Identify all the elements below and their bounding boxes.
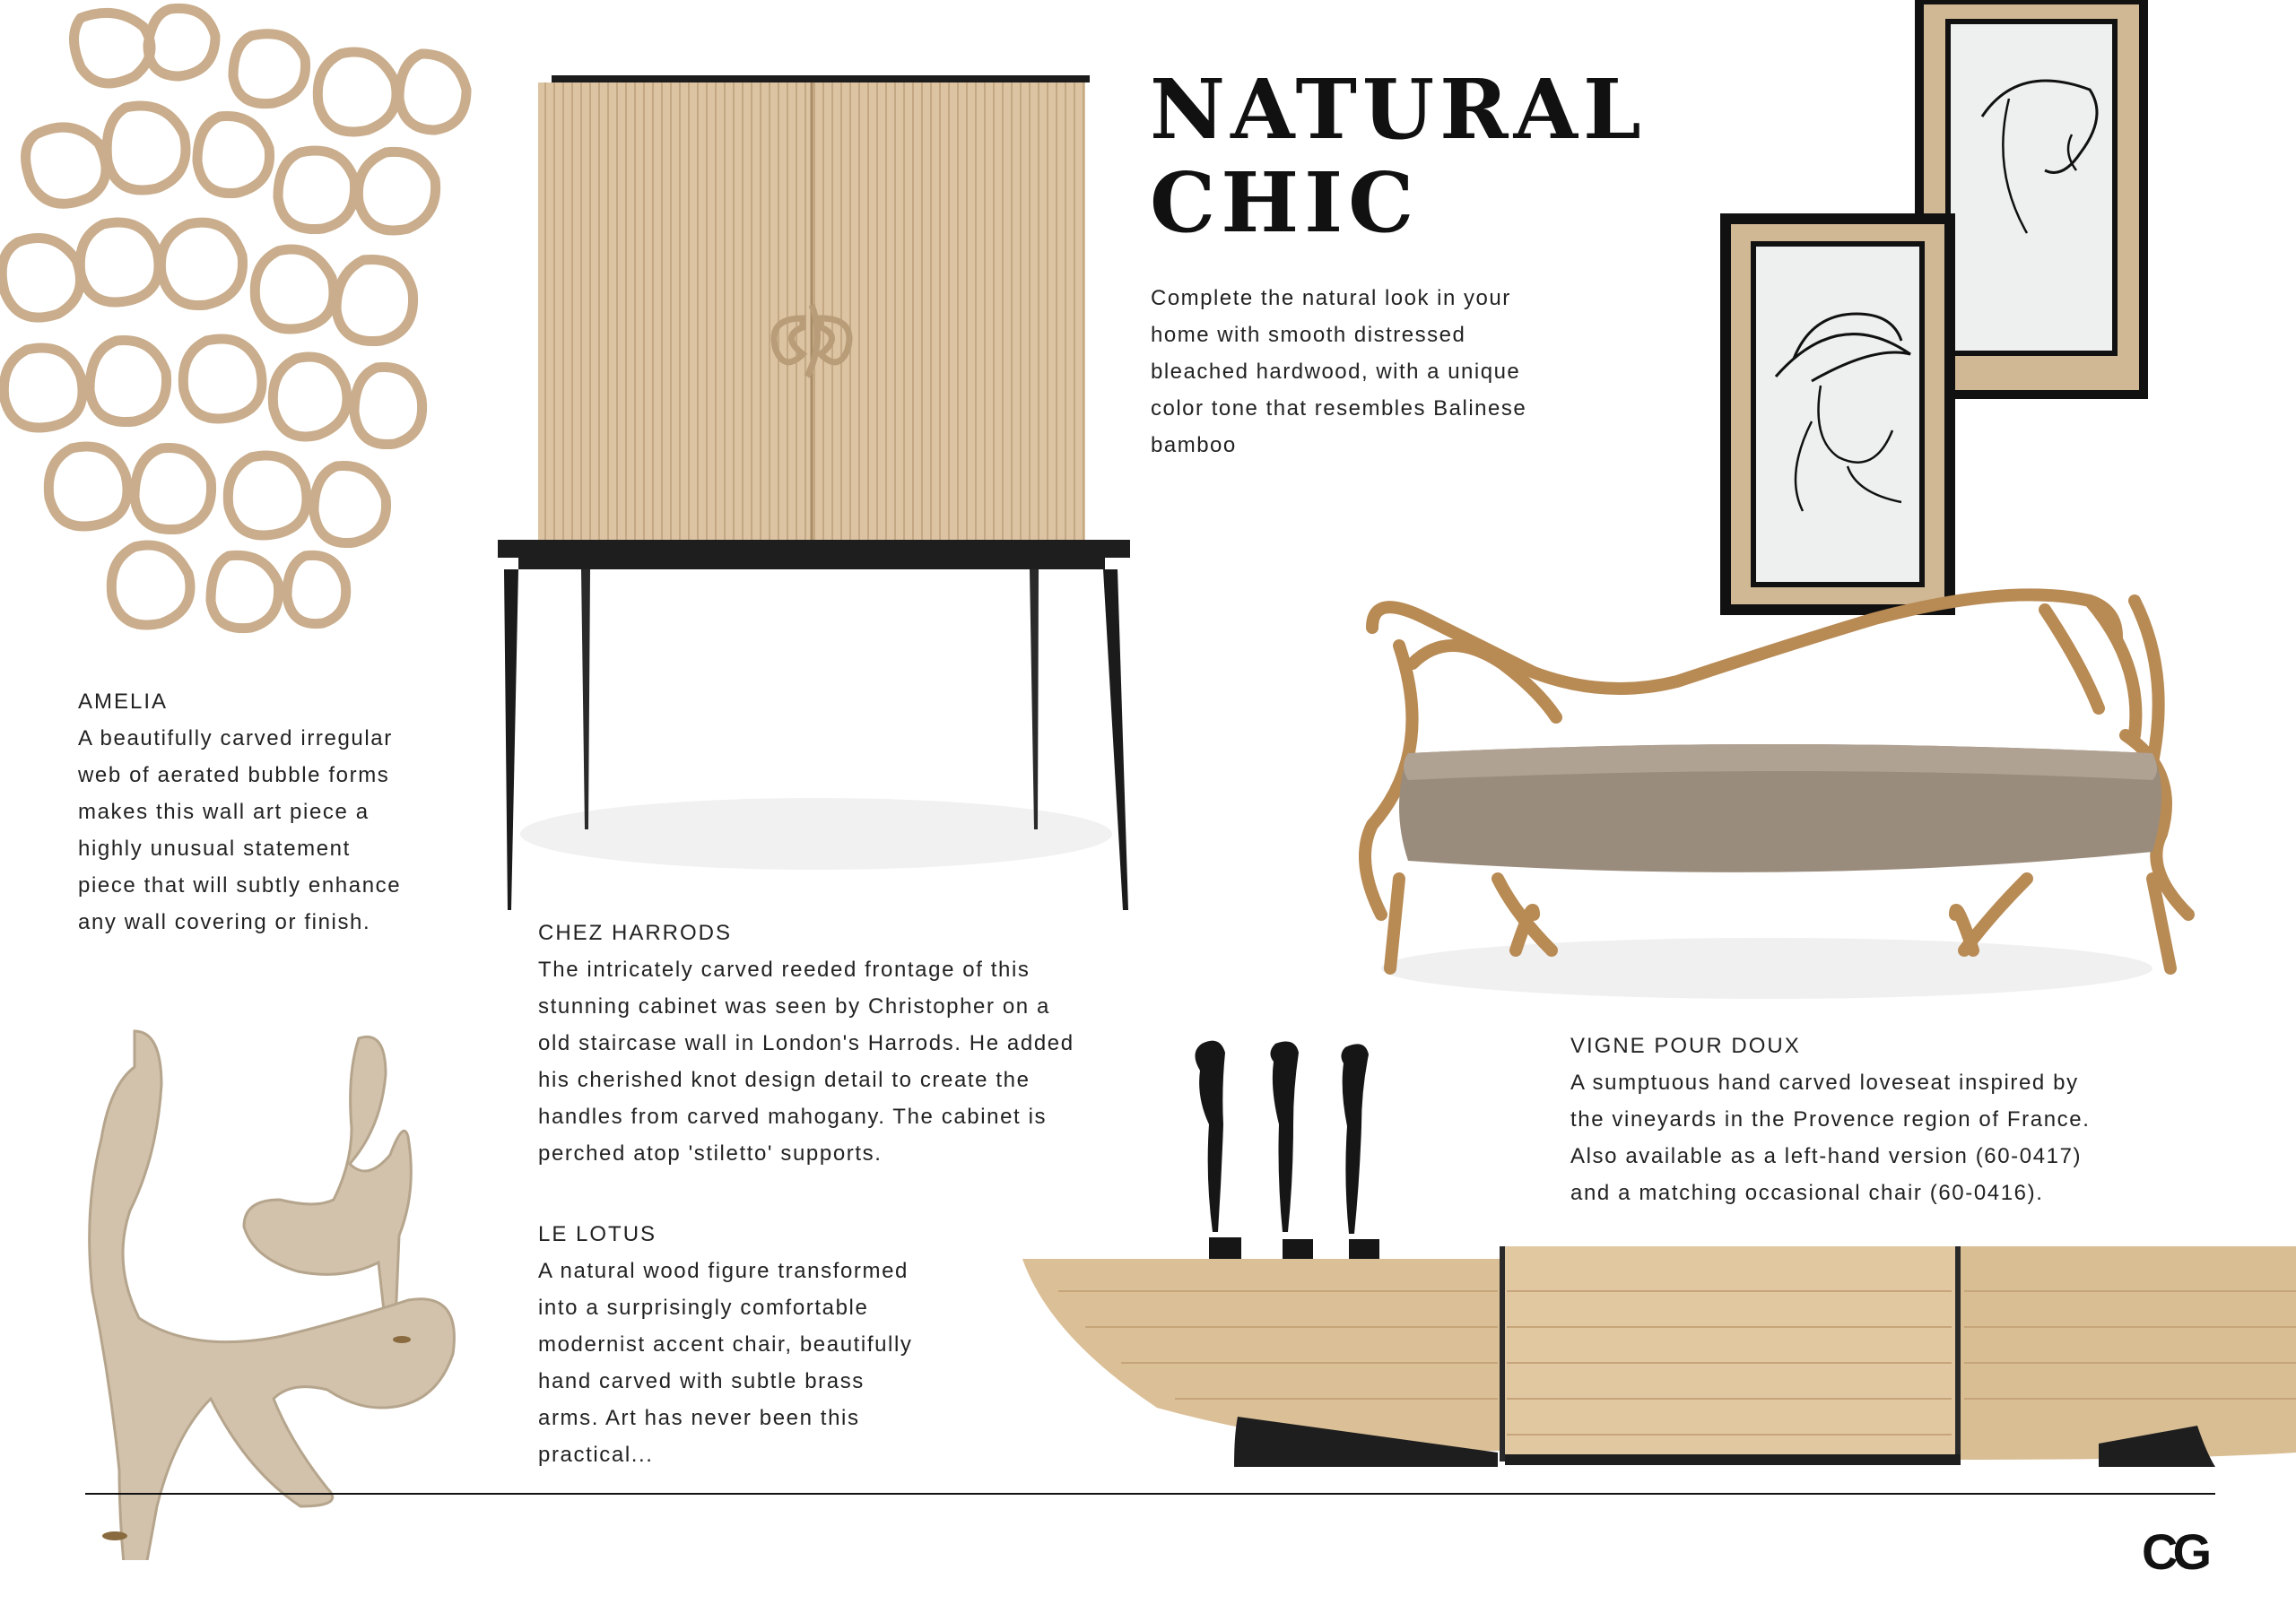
chez-harrods-line: stunning cabinet was seen by Christopher on a [538, 994, 1050, 1019]
title-line-2: CHIC [1150, 154, 1420, 251]
chez-harrods-line: The intricately carved reeded frontage of this [538, 958, 1031, 982]
divider-line [85, 1493, 2215, 1495]
intro-line: home with smooth distressed [1151, 323, 1466, 347]
le-lotus-line: hand carved with subtle brass [538, 1369, 865, 1393]
intro-text [1151, 280, 1581, 464]
vigne-pour-doux-line: Also available as a left-hand version (60-0417) [1570, 1144, 2083, 1168]
le-lotus-description [538, 1216, 1004, 1473]
page-title [1150, 63, 1778, 249]
vigne-pour-doux-line: and a matching occasional chair (60-0416). [1570, 1181, 2044, 1205]
amelia-line: makes this wall art piece a [78, 800, 370, 824]
amelia-line: web of aerated bubble forms [78, 763, 390, 787]
chez-harrods-line: his cherished knot design detail to create the [538, 1068, 1031, 1092]
amelia-wall-art-image [0, 0, 502, 681]
le-lotus-line: into a surprisingly comfortable [538, 1296, 869, 1320]
intro-line: Complete the natural look in your [1151, 286, 1511, 310]
vigne-pour-doux-line: A sumptuous hand carved loveseat inspired by [1570, 1071, 2079, 1095]
title-line-1: NATURAL [1150, 61, 1647, 158]
le-lotus-line: modernist accent chair, beautifully [538, 1332, 913, 1357]
amelia-heading: AMELIA [78, 690, 169, 714]
amelia-description [78, 683, 455, 941]
le-lotus-chairs-image [54, 1022, 511, 1560]
amelia-line: any wall covering or finish. [78, 910, 371, 934]
amelia-line: A beautifully carved irregular [78, 726, 393, 750]
le-lotus-line: A natural wood figure transformed [538, 1259, 909, 1283]
vigne-pour-doux-heading: VIGNE POUR DOUX [1570, 1034, 1801, 1058]
vigne-pour-doux-loveseat-image [1345, 574, 2242, 1022]
amelia-line: piece that will subtly enhance [78, 873, 402, 898]
intro-line: bleached hardwood, with a unique [1151, 360, 1521, 384]
intro-line: bamboo [1151, 433, 1237, 457]
framed-sketches-image [1713, 0, 2233, 628]
logo-text: CG [2142, 1523, 2206, 1578]
intro-line: color tone that resembles Balinese [1151, 396, 1527, 421]
cg-logo [2142, 1522, 2219, 1578]
chez-harrods-line: old staircase wall in London's Harrods. He added [538, 1031, 1074, 1055]
le-lotus-line: arms. Art has never been this [538, 1406, 860, 1430]
le-lotus-line: practical... [538, 1443, 654, 1467]
le-lotus-heading: LE LOTUS [538, 1222, 657, 1246]
amelia-line: highly unusual statement [78, 837, 351, 861]
chez-harrods-cabinet-image [484, 63, 1148, 924]
chez-harrods-line: handles from carved mahogany. The cabinet is [538, 1105, 1048, 1129]
console-table-with-figurines-image [1022, 1031, 2296, 1479]
chez-harrods-line: perched atop 'stiletto' supports. [538, 1141, 883, 1166]
vigne-pour-doux-line: the vineyards in the Provence region of France. [1570, 1107, 2091, 1132]
chez-harrods-heading: CHEZ HARRODS [538, 921, 733, 945]
